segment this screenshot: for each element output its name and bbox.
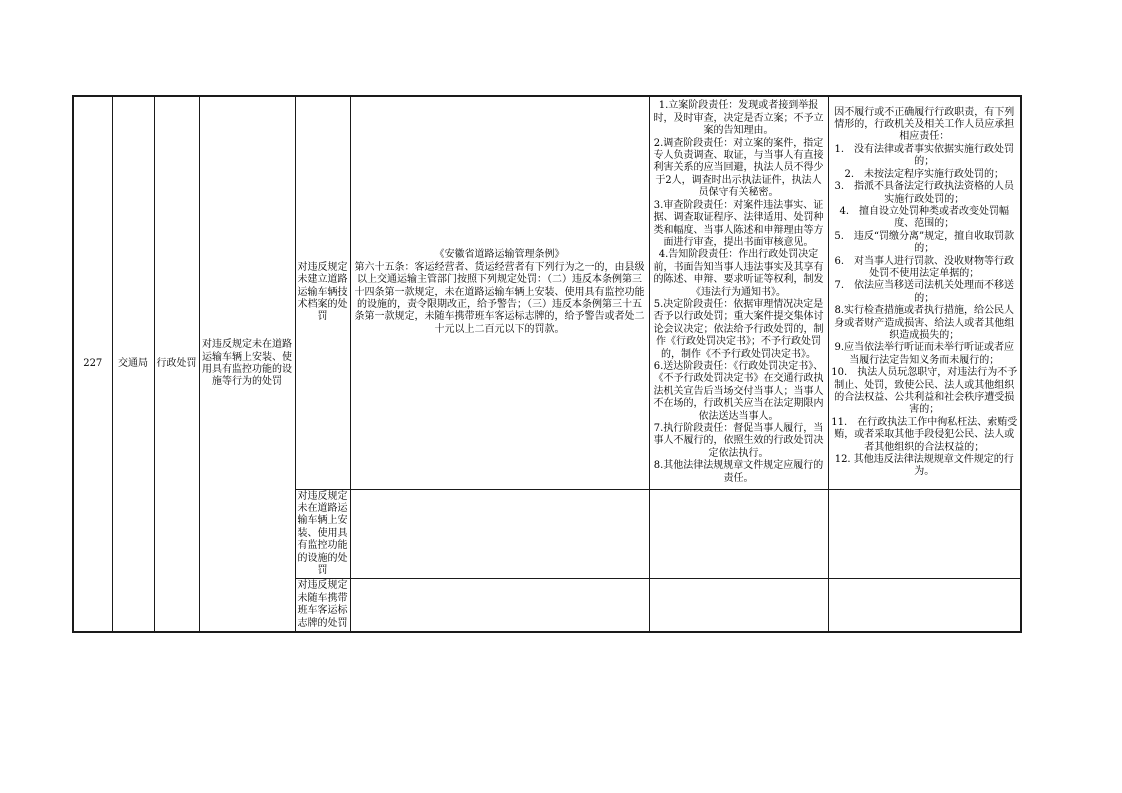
cell-empty-legal-3 [350, 579, 649, 632]
cell-subitem-3: 对违反规定未随车携带班车客运标志牌的处罚 [295, 579, 350, 632]
text-paragraph: 8.实行检查措施或者执行措施，给公民人身或者财产造成损害、给法人或者其他组织造成损失的； [834, 305, 1015, 341]
text-paragraph: 7. 依法应当移送司法机关处理而不移送的； [834, 280, 1015, 304]
legal-basis-title: 《安徽省道路运输管理条例》 [434, 249, 565, 261]
text-paragraph: 1.立案阶段责任：发现或者接到举报时，及时审查，决定是否立案；不予立案的告知理由。 [653, 100, 824, 137]
legal-basis-body: 第六十五条：客运经营者、货运经营者有下列行为之一的，由县级以上交通运输主管部门按照下列规定处罚：（二）违反本条例第三十四条第一款规定，未在道路运输车辆上安装、使用具有监控功能的设施的，责令限期改正，给予警告；（三）违反本条例第三十五条第一款规定，未随车携带班车客运标志牌的，给予警告或者处二十元以上二百元以下的罚款。 [354, 261, 645, 335]
text-paragraph: 2. 未按法定程序实施行政处罚的； [844, 168, 1005, 180]
text-paragraph: 8.其他法律法规规章文件规定应履行的责任。 [653, 460, 824, 484]
cell-category: 行政处罚 [154, 96, 199, 632]
cell-empty-duty-2 [649, 489, 828, 579]
punishment-responsibility-table [72, 95, 1022, 633]
accountability-items [831, 144, 1019, 479]
cell-subitem-1: 对违反规定未建立道路运输车辆技术档案的处罚 [295, 96, 350, 489]
text-paragraph: 1. 没有法律或者事实依据实施行政处罚的； [834, 143, 1015, 168]
cell-accountability [828, 96, 1021, 489]
cell-item-name: 对违反规定未在道路运输车辆上安装、使用具有监控功能的设施等行为的处罚 [199, 96, 295, 632]
text-paragraph: 9.应当依法举行听证而未举行听证或者应当履行法定告知义务而未履行的； [834, 342, 1015, 366]
cell-subitem-2: 对违反规定未在道路运输车辆上安装、使用具有监控功能的设施的处罚 [295, 489, 350, 579]
accountability-intro: 因不履行或不正确履行行政职责，有下列情形的，行政机关及相关工作人员应承担相应责任： [834, 106, 1015, 143]
text-paragraph: 5. 违反“罚缴分离”规定，擅自收取罚款的； [834, 230, 1015, 255]
text-paragraph: 7.执行阶段责任：督促当事人履行，当事人不履行的，依照生效的行政处罚决定依法执行。 [653, 423, 824, 459]
table-row-main [73, 96, 1021, 489]
cell-legal-basis [350, 96, 649, 489]
cell-duty-steps [649, 96, 828, 489]
cell-empty-duty-3 [649, 579, 828, 632]
text-paragraph: 5.决定阶段责任：依据审理情况决定是否予以行政处罚；重大案件提交集体讨论会议决定；依法给予行政处罚的，制作《行政处罚决定书》；不予行政处罚的，制作《不予行政处罚决定书》。 [653, 298, 824, 360]
text-paragraph: 12. 其他违反法律法规规章文件规定的行为。 [834, 454, 1014, 478]
text-paragraph: 3.审查阶段责任：对案件违法事实、证据、调查取证程序、法律适用、处罚种类和幅度、当事人陈述和申辩理由等方面进行审查，提出书面审核意见。 [653, 199, 824, 248]
cell-empty-legal-2 [350, 489, 649, 579]
text-paragraph: 4.告知阶段责任：作出行政处罚决定前，书面告知当事人违法事实及其享有的陈述、申辩、要求听证等权利，制发《违法行为通知书》。 [653, 249, 824, 298]
text-paragraph: 11. 在行政执法工作中徇私枉法、索贿受贿，或者采取其他手段侵犯公民、法人或者其他组织的合法权益的； [831, 416, 1018, 453]
text-paragraph: 6. 对当事人进行罚款、没收财物等行政处罚不使用法定单据的； [834, 255, 1015, 279]
cell-empty-accountability-3 [828, 579, 1021, 632]
cell-empty-accountability-2 [828, 489, 1021, 579]
text-paragraph: 2.调查阶段责任：对立案的案件，指定专人负责调查、取证，与当事人有直接利害关系的应当回避，执法人员不得少于2人，调查时出示执法证件，执法人员保守有关秘密。 [653, 137, 824, 199]
cell-department: 交通局 [112, 96, 154, 632]
text-paragraph: 4. 擅自设立处罚种类或者改变处罚幅度、范围的； [839, 205, 1010, 230]
text-paragraph: 6.送达阶段责任：《行政处罚决定书》、《不予行政处罚决定书》在交通行政执法机关宣告后当场交付当事人；当事人不在场的，行政机关应当在法定期限内依法送达当事人。 [653, 360, 824, 422]
text-paragraph: 10. 执法人员玩忽职守，对违法行为不予制止、处罚，致使公民、法人或其他组织的合法权益、公共利益和社会秩序遭受损害的； [831, 367, 1018, 416]
text-paragraph: 3. 指派不具备法定行政执法资格的人员实施行政处罚的； [834, 181, 1015, 205]
cell-serial-number: 227 [73, 96, 112, 632]
